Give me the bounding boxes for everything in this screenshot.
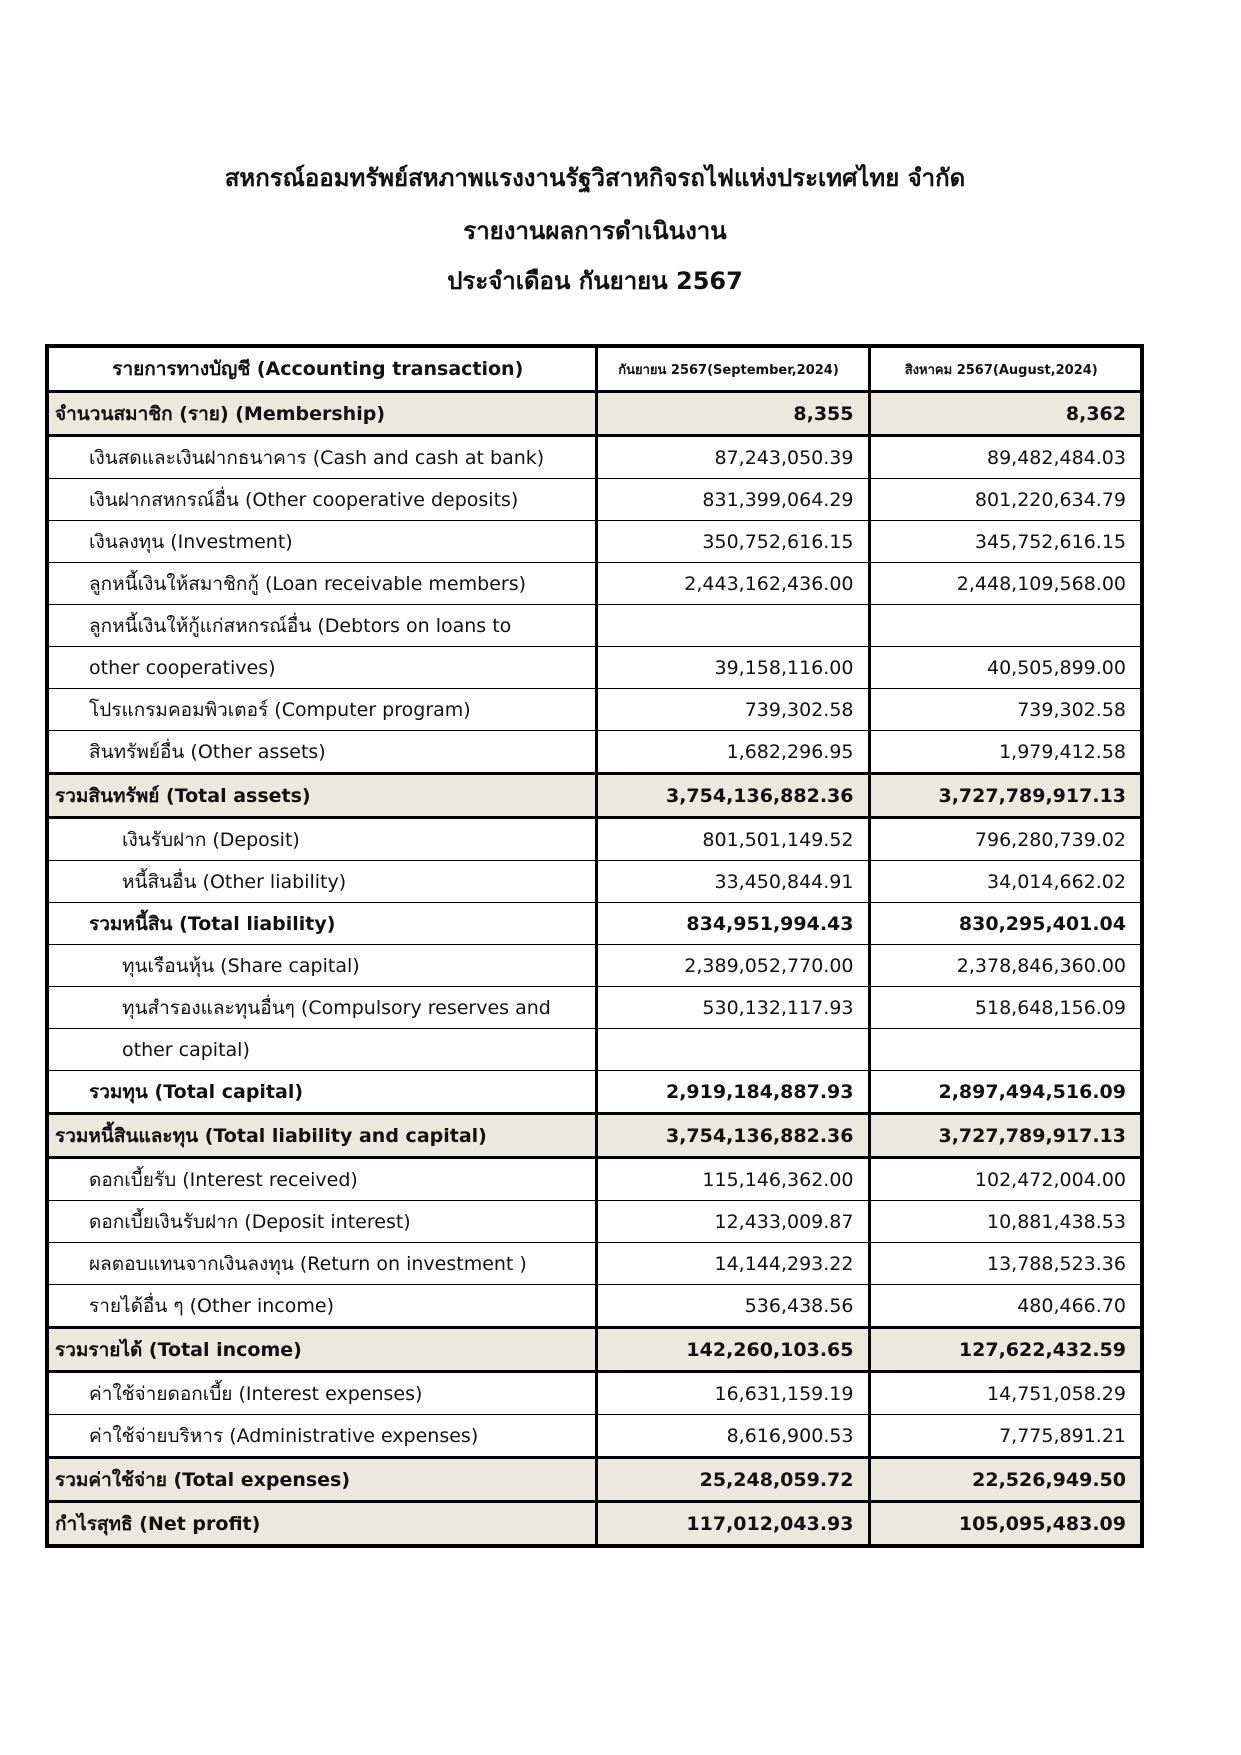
previous-value: 2,897,494,516.09 bbox=[869, 1071, 1142, 1114]
current-value: 739,302.58 bbox=[596, 689, 869, 731]
empty-cell bbox=[596, 605, 869, 647]
empty-cell bbox=[596, 1029, 869, 1071]
previous-value: 34,014,662.02 bbox=[869, 861, 1142, 903]
row-label: รวมหนี้สิน (Total liability) bbox=[47, 903, 596, 945]
row-label: รวมทุน (Total capital) bbox=[47, 1071, 596, 1114]
row-label: เงินรับฝาก (Deposit) bbox=[47, 818, 596, 861]
previous-value: 518,648,156.09 bbox=[869, 987, 1142, 1029]
row-net-profit bbox=[47, 1502, 1142, 1547]
row-label-continued: other capital) bbox=[47, 1029, 596, 1071]
row-label: รวมค่าใช้จ่าย (Total expenses) bbox=[47, 1458, 596, 1502]
row-total-liability bbox=[47, 903, 1142, 945]
previous-value: 22,526,949.50 bbox=[869, 1458, 1142, 1502]
row-share-capital bbox=[47, 945, 1142, 987]
current-value: 831,399,064.29 bbox=[596, 479, 869, 521]
row-reserves-line2 bbox=[47, 1029, 1142, 1071]
current-value: 33,450,844.91 bbox=[596, 861, 869, 903]
row-total-liability-capital bbox=[47, 1114, 1142, 1158]
row-coop-deposits bbox=[47, 479, 1142, 521]
current-value: 530,132,117.93 bbox=[596, 987, 869, 1029]
current-value: 25,248,059.72 bbox=[596, 1458, 869, 1502]
previous-value: 3,727,789,917.13 bbox=[869, 1114, 1142, 1158]
financial-report-table bbox=[45, 344, 1144, 1548]
current-value: 117,012,043.93 bbox=[596, 1502, 869, 1547]
row-deposit bbox=[47, 818, 1142, 861]
current-value: 834,951,994.43 bbox=[596, 903, 869, 945]
row-label: ค่าใช้จ่ายดอกเบี้ย (Interest expenses) bbox=[47, 1372, 596, 1415]
previous-value: 830,295,401.04 bbox=[869, 903, 1142, 945]
row-label: รวมรายได้ (Total income) bbox=[47, 1328, 596, 1372]
previous-value: 480,466.70 bbox=[869, 1285, 1142, 1328]
current-value: 39,158,116.00 bbox=[596, 647, 869, 689]
previous-value: 40,505,899.00 bbox=[869, 647, 1142, 689]
row-label: ทุนสำรองและทุนอื่นๆ (Compulsory reserves and bbox=[47, 987, 596, 1029]
row-label: ทุนเรือนหุ้น (Share capital) bbox=[47, 945, 596, 987]
previous-value: 127,622,432.59 bbox=[869, 1328, 1142, 1372]
row-total-capital bbox=[47, 1071, 1142, 1114]
row-other-income bbox=[47, 1285, 1142, 1328]
empty-cell bbox=[869, 1029, 1142, 1071]
previous-value: 13,788,523.36 bbox=[869, 1243, 1142, 1285]
previous-value: 7,775,891.21 bbox=[869, 1415, 1142, 1458]
previous-value: 801,220,634.79 bbox=[869, 479, 1142, 521]
current-value: 1,682,296.95 bbox=[596, 731, 869, 774]
row-investment bbox=[47, 521, 1142, 563]
row-label: ดอกเบี้ยเงินรับฝาก (Deposit interest) bbox=[47, 1201, 596, 1243]
previous-value: 345,752,616.15 bbox=[869, 521, 1142, 563]
row-label-continued: other cooperatives) bbox=[47, 647, 596, 689]
current-value: 142,260,103.65 bbox=[596, 1328, 869, 1372]
row-membership bbox=[47, 392, 1142, 436]
row-other-liability bbox=[47, 861, 1142, 903]
row-label: ลูกหนี้เงินให้กู้แก่สหกรณ์อื่น (Debtors on loans to bbox=[47, 605, 596, 647]
current-value: 3,754,136,882.36 bbox=[596, 774, 869, 818]
cooperative-name: สหกรณ์ออมทรัพย์สหภาพแรงงานรัฐวิสาหกิจรถไฟแห่งประเทศไทย จำกัด bbox=[224, 164, 966, 192]
report-title: รายงานผลการดำเนินงาน bbox=[463, 217, 727, 245]
previous-value: 105,095,483.09 bbox=[869, 1502, 1142, 1547]
empty-cell bbox=[869, 605, 1142, 647]
previous-value: 739,302.58 bbox=[869, 689, 1142, 731]
row-admin-expenses bbox=[47, 1415, 1142, 1458]
row-debtors-coop-line2 bbox=[47, 647, 1142, 689]
row-label: เงินฝากสหกรณ์อื่น (Other cooperative deposits) bbox=[47, 479, 596, 521]
header-account: รายการทางบัญชี (Accounting transaction) bbox=[47, 346, 596, 392]
previous-value: 14,751,058.29 bbox=[869, 1372, 1142, 1415]
header-current-month: กันยายน 2567(September,2024) bbox=[596, 346, 869, 392]
row-return-investment bbox=[47, 1243, 1142, 1285]
previous-value: 102,472,004.00 bbox=[869, 1158, 1142, 1201]
previous-value: 2,378,846,360.00 bbox=[869, 945, 1142, 987]
row-label: รายได้อื่น ๆ (Other income) bbox=[47, 1285, 596, 1328]
row-interest-expenses bbox=[47, 1372, 1142, 1415]
current-value: 3,754,136,882.36 bbox=[596, 1114, 869, 1158]
report-period: ประจำเดือน กันยายน 2567 bbox=[447, 267, 743, 295]
current-value: 8,616,900.53 bbox=[596, 1415, 869, 1458]
report-header bbox=[0, 150, 1190, 306]
previous-value: 89,482,484.03 bbox=[869, 436, 1142, 479]
row-total-expenses bbox=[47, 1458, 1142, 1502]
row-total-assets bbox=[47, 774, 1142, 818]
current-value: 2,389,052,770.00 bbox=[596, 945, 869, 987]
row-label: ดอกเบี้ยรับ (Interest received) bbox=[47, 1158, 596, 1201]
row-label: เงินลงทุน (Investment) bbox=[47, 521, 596, 563]
row-label: เงินสดและเงินฝากธนาคาร (Cash and cash at bank) bbox=[47, 436, 596, 479]
current-value: 16,631,159.19 bbox=[596, 1372, 869, 1415]
current-value: 2,919,184,887.93 bbox=[596, 1071, 869, 1114]
row-interest-received bbox=[47, 1158, 1142, 1201]
previous-value: 796,280,739.02 bbox=[869, 818, 1142, 861]
row-deposit-interest bbox=[47, 1201, 1142, 1243]
row-label: รวมหนี้สินและทุน (Total liability and capital) bbox=[47, 1114, 596, 1158]
row-cash bbox=[47, 436, 1142, 479]
header-previous-month: สิงหาคม 2567(August,2024) bbox=[869, 346, 1142, 392]
current-value: 14,144,293.22 bbox=[596, 1243, 869, 1285]
row-label: กำไรสุทธิ (Net profit) bbox=[47, 1502, 596, 1547]
row-total-income bbox=[47, 1328, 1142, 1372]
row-label: ผลตอบแทนจากเงินลงทุน (Return on investment ) bbox=[47, 1243, 596, 1285]
current-value: 12,433,009.87 bbox=[596, 1201, 869, 1243]
current-value: 87,243,050.39 bbox=[596, 436, 869, 479]
current-value: 115,146,362.00 bbox=[596, 1158, 869, 1201]
previous-value: 3,727,789,917.13 bbox=[869, 774, 1142, 818]
previous-value: 1,979,412.58 bbox=[869, 731, 1142, 774]
row-other-assets bbox=[47, 731, 1142, 774]
row-label: จำนวนสมาชิก (ราย) (Membership) bbox=[47, 392, 596, 436]
row-computer-program bbox=[47, 689, 1142, 731]
table-header-row bbox=[47, 346, 1142, 392]
row-label: หนี้สินอื่น (Other liability) bbox=[47, 861, 596, 903]
current-value: 801,501,149.52 bbox=[596, 818, 869, 861]
current-value: 8,355 bbox=[596, 392, 869, 436]
row-label: ลูกหนี้เงินให้สมาชิกกู้ (Loan receivable members) bbox=[47, 563, 596, 605]
row-label: ค่าใช้จ่ายบริหาร (Administrative expenses) bbox=[47, 1415, 596, 1458]
current-value: 350,752,616.15 bbox=[596, 521, 869, 563]
row-label: สินทรัพย์อื่น (Other assets) bbox=[47, 731, 596, 774]
current-value: 536,438.56 bbox=[596, 1285, 869, 1328]
row-reserves-line1 bbox=[47, 987, 1142, 1029]
previous-value: 2,448,109,568.00 bbox=[869, 563, 1142, 605]
row-loan-members bbox=[47, 563, 1142, 605]
previous-value: 8,362 bbox=[869, 392, 1142, 436]
current-value: 2,443,162,436.00 bbox=[596, 563, 869, 605]
row-label: โปรแกรมคอมพิวเตอร์ (Computer program) bbox=[47, 689, 596, 731]
row-label: รวมสินทรัพย์ (Total assets) bbox=[47, 774, 596, 818]
row-debtors-coop-line1 bbox=[47, 605, 1142, 647]
previous-value: 10,881,438.53 bbox=[869, 1201, 1142, 1243]
